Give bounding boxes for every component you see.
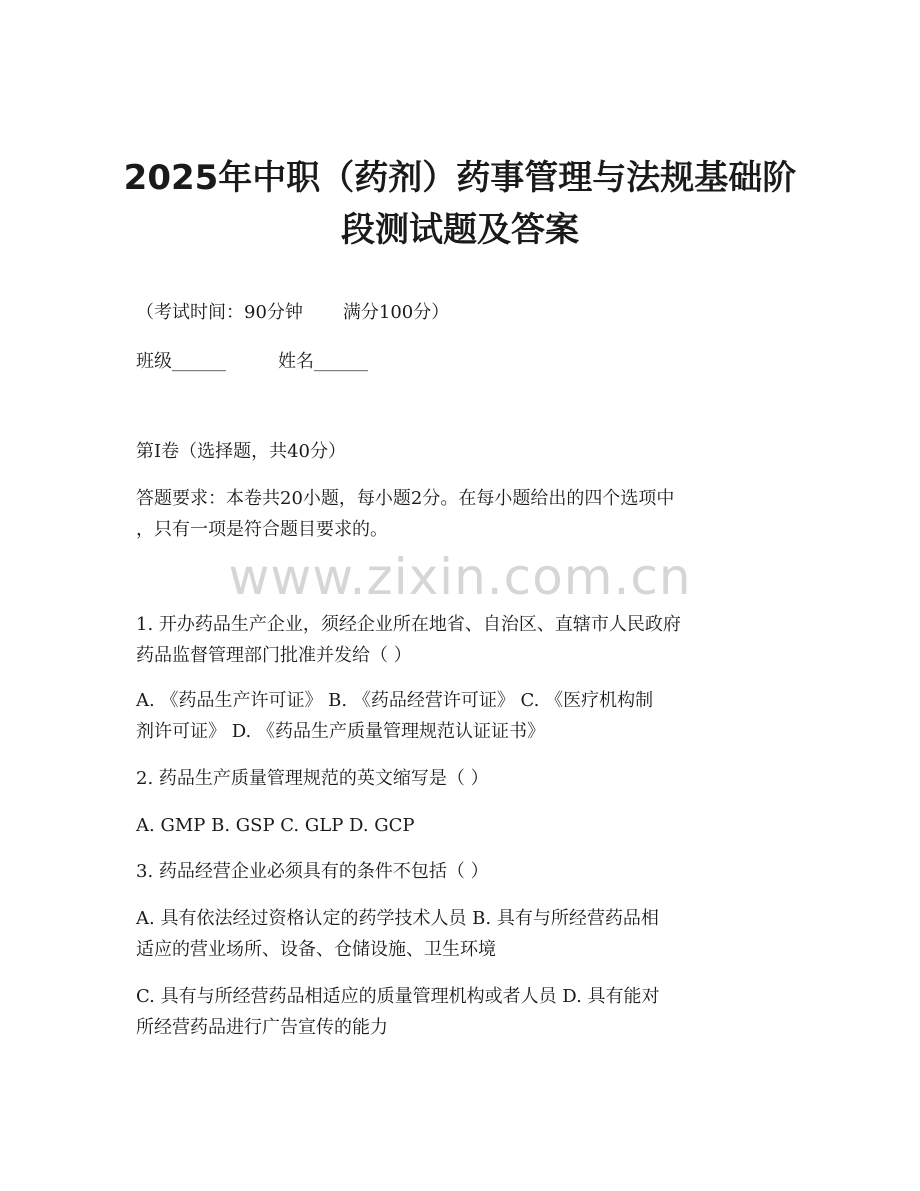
exam-score: 满分100分） (342, 302, 450, 323)
question-3-options-line-4: 所经营药品进行广告宣传的能力 (136, 1017, 388, 1038)
question-3-stem: 3. 药品经营企业必须具有的条件不包括（ ） (136, 861, 489, 882)
exam-time: （考试时间：90分钟 (136, 302, 303, 323)
exam-info (136, 298, 786, 328)
document-title-line-2: 段测试题及答案 (341, 210, 579, 250)
question-2-stem: 2. 药品生产质量管理规范的英文缩写是（ ） (136, 768, 489, 789)
class-field-label: 班级______ (136, 351, 226, 372)
question-1-stem-line-2: 药品监督管理部门批准并发给（ ） (136, 645, 412, 666)
question-1-options-line-1: A. 《药品生产许可证》 B. 《药品经营许可证》 C. 《医疗机构制 (136, 690, 654, 711)
section-instructions-line-1: 答题要求：本卷共20小题，每小题2分。在每小题给出的四个选项中 (136, 488, 675, 509)
question-3-options-line-3: C. 具有与所经营药品相适应的质量管理机构或者人员 D. 具有能对 (136, 986, 660, 1007)
watermark: www.zixin.com.cn (228, 548, 692, 606)
question-3-options-line-1: A. 具有依法经过资格认定的药学技术人员 B. 具有与所经营药品相 (136, 908, 659, 929)
student-fields (136, 347, 786, 377)
question-3-options-line-2: 适应的营业场所、设备、仓储设施、卫生环境 (136, 939, 496, 960)
question-1-options-line-2: 剂许可证》 D. 《药品生产质量管理规范认证证书》 (136, 721, 545, 742)
document-title-line-1: 2025年中职（药剂）药事管理与法规基础阶 (123, 158, 797, 198)
section-instructions-line-2: ，只有一项是符合题目要求的。 (136, 519, 388, 540)
question-1-stem-line-1: 1. 开办药品生产企业，须经企业所在地省、自治区、直辖市人民政府 (136, 614, 681, 635)
section-heading: 第I卷（选择题，共40分） (136, 441, 347, 462)
name-field-label: 姓名______ (278, 351, 368, 372)
question-2-options: A. GMP B. GSP C. GLP D. GCP (136, 815, 415, 836)
